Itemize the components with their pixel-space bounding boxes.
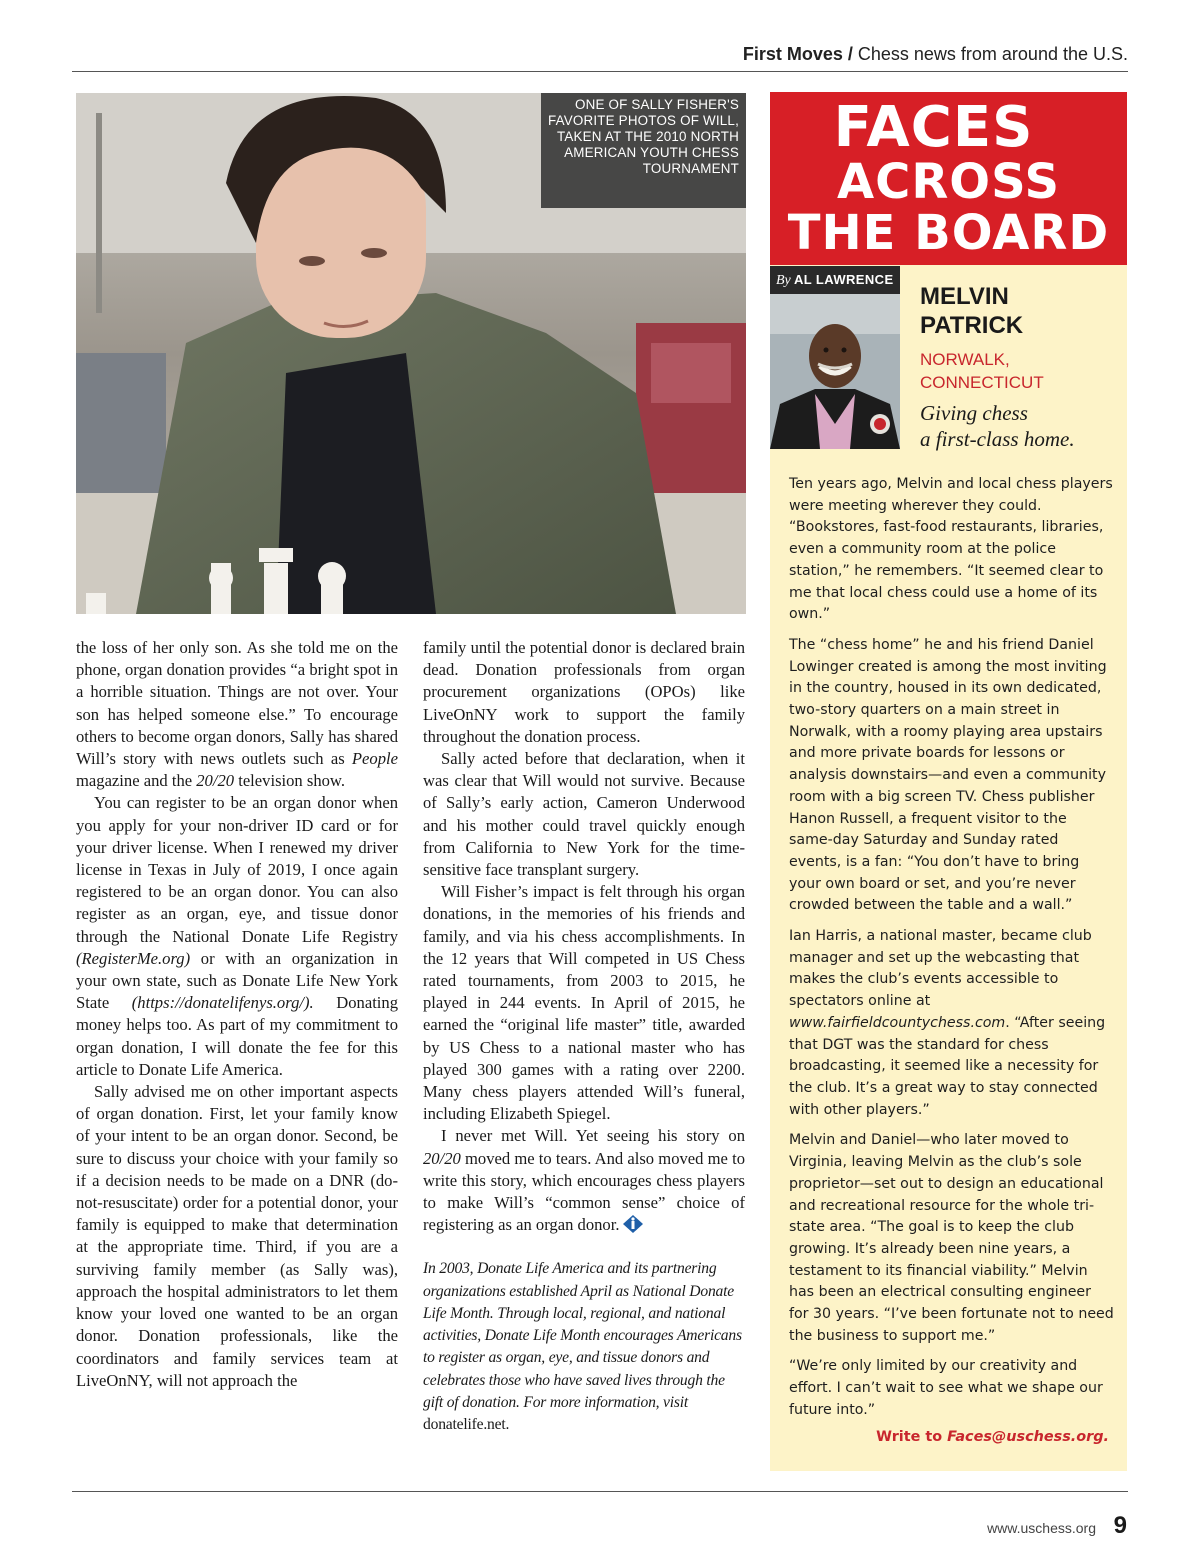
sidebar-banner <box>770 92 1127 265</box>
running-head <box>743 44 1128 65</box>
section-label: First Moves / <box>742 44 853 64</box>
profile-portrait <box>770 294 900 449</box>
footer-url[interactable]: www.uschess.org <box>987 1520 1096 1536</box>
club-website-link[interactable]: www.fairfieldcountychess.com <box>789 1014 1006 1031</box>
article-paragraph: Sally advised me on other important aspects of organ donation. First, let your family know of your intent to be an organ donor. Second, be sure to discuss your choice with your family so if a decision needs to be made on a DNR (do-not-resuscitate) order for a potential donor, your family is equipped to make that determination at the appropriate time. Third, if you are a surviving family member (as Sally was), approach the hospital administrators to let them know your loved one wanted to be an organ donor. Donation professionals, like the coordinators and family services team at LiveOnNY, will not approach the <box>76 1082 398 1390</box>
sidebar-paragraph: Melvin and Daniel—who later moved to Virginia, leaving Melvin as the club’s sole proprietor—set out to design an educational and recreational resource for the whole tri-state area. “The goal is to keep the club growing. It’s already been nine years, a testament to its financial viability.” Melvin has been an electrical consulting engineer for 30 years. “I’ve been fortunate not to need the business to support me.” <box>789 1132 1114 1344</box>
section-subtitle: Chess news from around the U.S. <box>857 44 1128 64</box>
donate-life-note: In 2003, Donate Life America and its partnering organizations established April as National Donate Life Month. Through local, regional, and national activities, Donate Life Month encourages Americans to register as organ, eye, and tissue donors and celebrates those who have saved lives through the gift of donation. For more information, visit donatelife.net. <box>423 1260 742 1433</box>
footer-rule <box>72 1491 1128 1492</box>
article-paragraph: the loss of her only son. As she told me on the phone, organ donation provides “a bright spot in a horrible situation. Things are not over. Your son has helped someone else.” To encourage others to become organ donors, Sally has shared Will’s story with news outlets such as People magazine and the 20/20 television show. <box>76 638 398 791</box>
article-column-2 <box>423 637 745 1436</box>
sidebar-title-line-3: THE BOARD <box>787 205 1110 261</box>
end-mark-icon <box>623 1215 643 1233</box>
article-paragraph: Will Fisher’s impact is felt through his organ donations, in the memories of his friends and family, and via his chess accomplishments. In the 12 years that Will competed in US Chess rated tournaments, from 2003 to 2015, he played in 244 events. In April of 2015, he earned the “original life master” title, awarded by US Chess to a national master who has played 300 games with a rating over 2200. Many chess players attended Will’s funeral, including Elizabeth Spiegel. <box>423 882 745 1124</box>
header-rule <box>72 71 1128 72</box>
sidebar-paragraph: The “chess home” he and his friend Daniel Lowinger created is among the most inviting in the country, housed in its own dedicated, two-story quarters on a main street in Norwalk, with a roomy playing area upstairs and more private boards for lessons or analysis downstairs—and even a community room with a big screen TV. Chess publisher Hanon Russell, a frequent visitor to the same-day Saturday and Sunday rated events, is a fan: “You don’t have to bring your own board or set, and you’re never crowded between the table and a wall.” <box>789 636 1107 914</box>
sidebar-paragraph: Ten years ago, Melvin and local chess players were meeting wherever they could. “Bookstores, fast-food restaurants, libraries, even a community room at the police station,” he remembers. “It seemed clear to me that local chess could use a home of its own.” <box>789 476 1113 623</box>
article-paragraph: family until the potential donor is declared brain dead. Donation professionals from organ procurement organizations (OPOs) like LiveOnNY work to support the family throughout the donation process. <box>423 638 745 746</box>
faces-across-the-board-sidebar <box>770 92 1127 1471</box>
page-number: 9 <box>1113 1512 1127 1539</box>
donate-life-link[interactable]: donatelife.net. <box>423 1415 510 1433</box>
portrait-illustration <box>770 294 900 449</box>
article-paragraph: Sally acted before that declaration, when it was clear that Will would not survive. Because of Sally’s early action, Cameron Underwood and his mother could travel quickly enough from California to New York for the time-sensitive face transplant surgery. <box>423 749 745 880</box>
contact-email-link[interactable]: Faces@uschess.org. <box>947 1429 1109 1445</box>
photo-caption: ONE OF SALLY FISHER'S FAVORITE PHOTOS OF WILL, TAKEN AT THE 2010 NORTH AMERICAN YOUTH CHESS TOURNAMENT <box>541 93 746 208</box>
sidebar-body <box>789 474 1114 1431</box>
feature-photo <box>76 93 746 614</box>
contact-line: Write to Faces@uschess.org. <box>876 1429 1109 1445</box>
article-paragraph: I never met Will. Yet seeing his story on 20/20 moved me to tears. And also moved me to write this story, which encourages chess players to make Will’s “common sense” choice of registering as an organ donor. <box>423 1126 745 1235</box>
sidebar-title-line-1: FACES <box>833 95 1034 160</box>
profile-location: NORWALK, CONNECTICUT <box>920 350 1044 392</box>
sidebar-title-line-2: ACROSS <box>836 154 1061 210</box>
article-paragraph: You can register to be an organ donor when you apply for your non-driver ID card or for your driver license. When I renewed my driver license in Texas in July of 2019, I once again registered to be an organ donor. You can also register as an organ, eye, and tissue donor through the National Donate Life Registry (RegisterMe.org) or with an organization in your own state, such as Donate Life New York State (https://donatelifenys.org/). Donating money helps too. As part of my commitment to organ donation, I will donate the fee for this article to Donate Life America. <box>76 793 399 1079</box>
article-column-1 <box>76 637 398 1392</box>
profile-name: MELVIN PATRICK <box>920 283 1024 339</box>
byline: By AL LAWRENCE <box>770 266 900 294</box>
profile-tagline: Giving chess a first-class home. <box>920 401 1075 451</box>
sidebar-paragraph: Ian Harris, a national master, became club manager and set up the webcasting that makes the club’s events accessible to spectators online at www.fairfieldcountychess.com. “After seeing that DGT was the standard for chess broadcasting, it seemed like a necessity for the club. It’s a great way to stay connected with other players.” <box>789 928 1106 1118</box>
author-name: AL LAWRENCE <box>794 272 894 287</box>
sidebar-paragraph: “We’re only limited by our creativity and effort. I can’t wait to see what we shape our future into.” <box>789 1358 1103 1418</box>
